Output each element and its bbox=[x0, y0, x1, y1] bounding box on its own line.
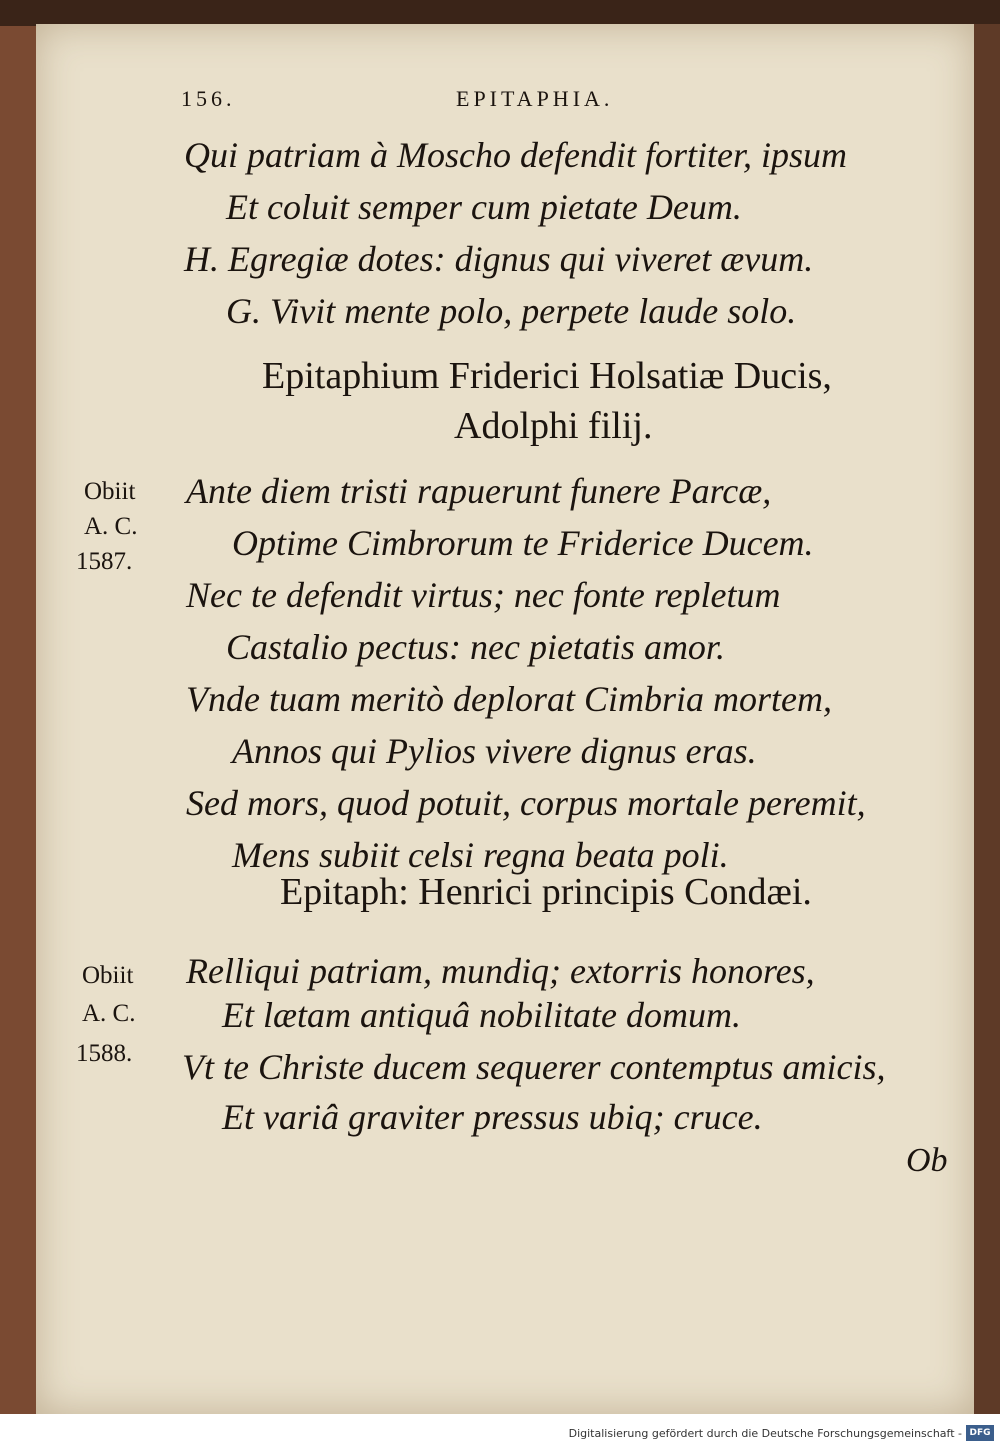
verse-line: Annos qui Pylios vivere dignus eras. bbox=[232, 731, 757, 771]
verse-line: Et lætam antiquâ nobilitate domum. bbox=[222, 995, 741, 1035]
verse-line: Castalio pectus: nec pietatis amor. bbox=[226, 627, 725, 667]
page-number: 156. bbox=[181, 86, 236, 111]
margin-note-obiit: Obiit bbox=[82, 962, 134, 989]
verse-line: Et variâ graviter pressus ubiq; cruce. bbox=[222, 1097, 763, 1137]
verse-line: G. Vivit mente polo, perpete laude solo. bbox=[226, 291, 797, 331]
verse-line: H. Egregiæ dotes: dignus qui viveret ævum. bbox=[184, 239, 814, 279]
verse-line: Relliqui patriam, mundiq; extorris honores, bbox=[186, 951, 815, 991]
verse-line: Et coluit semper cum pietate Deum. bbox=[226, 187, 742, 227]
running-title: EPITAPHIA. bbox=[456, 86, 614, 111]
verse-line: Nec te defendit virtus; nec fonte repletum bbox=[186, 575, 781, 615]
margin-note-ac: A. C. bbox=[82, 1000, 136, 1027]
section-subtitle: Adolphi filij. bbox=[454, 405, 653, 447]
section-title: Epitaphium Friderici Holsatiæ Ducis, bbox=[262, 355, 832, 397]
verse-line: Vt te Christe ducem sequerer contemptus amicis, bbox=[182, 1047, 886, 1087]
scan-background-top bbox=[0, 0, 1000, 26]
verse-line: Ante diem tristi rapuerunt funere Parcæ, bbox=[186, 471, 772, 511]
dfg-credit: Digitalisierung gefördert durch die Deutsche Forschungsgemeinschaft - bbox=[568, 1427, 962, 1440]
margin-note-ac: A. C. bbox=[84, 513, 138, 540]
next-page-edge bbox=[972, 24, 1000, 1414]
verse-line: Qui patriam à Moscho defendit fortiter, ipsum bbox=[184, 135, 847, 175]
dfg-logo-icon: DFG bbox=[966, 1425, 994, 1441]
margin-note-obiit: Obiit bbox=[84, 478, 136, 505]
margin-note-year: 1587. bbox=[76, 548, 133, 575]
book-page bbox=[36, 24, 974, 1414]
verse-line: Optime Cimbrorum te Friderice Ducem. bbox=[232, 523, 814, 563]
section-title: Epitaph: Henrici principis Condæi. bbox=[280, 871, 812, 913]
verse-line: Mens subiit celsi regna beata poli. bbox=[232, 835, 729, 875]
catchword: Ob bbox=[906, 1142, 948, 1179]
verse-line: Sed mors, quod potuit, corpus mortale peremit, bbox=[186, 783, 866, 823]
margin-note-year: 1588. bbox=[76, 1040, 133, 1067]
verse-line: Vnde tuam meritò deplorat Cimbria mortem, bbox=[186, 679, 832, 719]
digitization-footer bbox=[0, 1414, 1000, 1455]
